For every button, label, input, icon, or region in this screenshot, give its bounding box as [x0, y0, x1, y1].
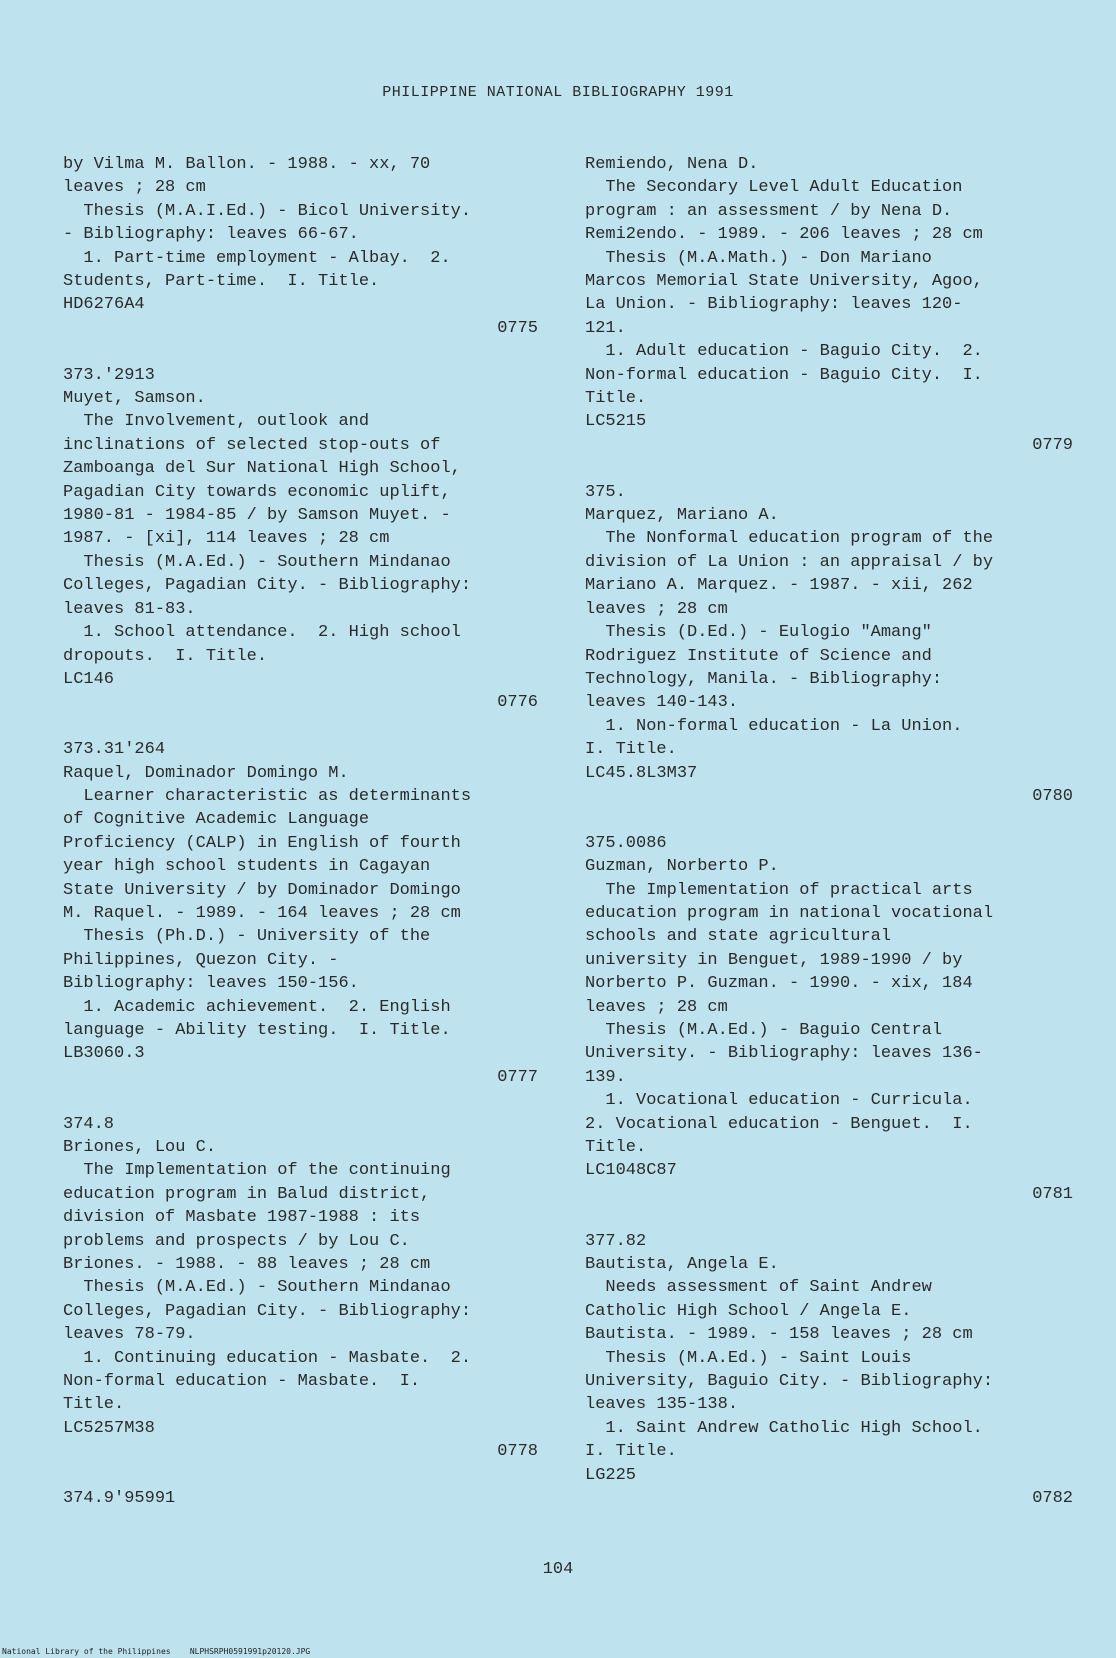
entry-line: 373.'2913 — [63, 365, 155, 385]
entry-number: 0777 — [497, 1067, 538, 1087]
entry-number: 0782 — [1032, 1489, 1073, 1509]
entry-line: language - Ability testing. I. Title. — [63, 1021, 451, 1040]
entry-line: 377.82 — [585, 1231, 647, 1251]
left-column — [63, 153, 538, 1511]
entry-line: Thesis (M.A.Ed.) - Southern Mindanao — [63, 552, 451, 572]
entry-line: Thesis (M.A.I.Ed.) - Bicol University. — [63, 201, 472, 221]
entry-line: Remi2endo. - 1989. - 206 leaves ; 28 cm — [585, 225, 983, 245]
entry-line: Colleges, Pagadian City. - Bibliography: — [63, 1301, 472, 1321]
entry-line: 1. Part-time employment - Albay. 2. — [63, 248, 451, 268]
entry-line: 1. Non-formal education - La Union. — [585, 716, 963, 736]
entry-line: 121. — [585, 318, 626, 338]
entry-line: The Implementation of the continuing — [63, 1161, 451, 1181]
entry-line: problems and prospects / by Lou C. — [63, 1231, 410, 1251]
entry-line: HD6276A4 — [63, 295, 145, 315]
entry-number: 0779 — [1032, 435, 1073, 455]
entry-line: 374.8 — [63, 1114, 115, 1134]
entry-line: inclinations of selected stop-outs of — [63, 435, 441, 455]
entry-line: Bautista, Angela E. — [585, 1255, 779, 1275]
entry-line: Students, Part-time. I. Title. — [63, 272, 380, 292]
entry-line: Thesis (M.A.Ed.) - Baguio Central — [585, 1021, 943, 1040]
right-column — [585, 153, 1073, 1534]
entry-line: by Vilma M. Ballon. - 1988. - xx, 70 — [63, 155, 431, 174]
entry-line: 139. — [585, 1067, 626, 1087]
entry-line: leaves 81-83. — [63, 599, 196, 619]
entry-line: Learner characteristic as determinants — [63, 786, 472, 806]
trailing-call-number: 374.9'95991 — [63, 1489, 176, 1509]
bibliography-entry — [63, 364, 538, 715]
entry-line: Rodriguez Institute of Science and — [585, 646, 932, 666]
entry-line: - Bibliography: leaves 66-67. — [63, 225, 359, 245]
entry-line: Mariano A. Marquez. - 1987. - xii, 262 — [585, 576, 973, 596]
entry-line: The Involvement, outlook and — [63, 412, 370, 432]
left-entries — [63, 364, 538, 1464]
bibliography-entry — [63, 1113, 538, 1464]
entry-line: Marquez, Mariano A. — [585, 506, 779, 526]
entry-line: Title. — [63, 1395, 125, 1415]
entry-number: 0776 — [497, 693, 538, 713]
entry-line: of Cognitive Academic Language — [63, 810, 370, 830]
entry-line: Raquel, Dominador Domingo M. — [63, 763, 349, 783]
entry-line: 375. — [585, 482, 626, 502]
entry-line: 1980-81 - 1984-85 / by Samson Muyet. - — [63, 506, 451, 526]
entry-line: Proficiency (CALP) in English of fourth — [63, 833, 461, 853]
entry-line: Remiendo, Nena D. — [585, 155, 759, 174]
entry-line: LC146 — [63, 669, 115, 689]
entry-line: leaves ; 28 cm — [63, 178, 206, 198]
entry-number: 0775 — [497, 318, 538, 338]
entry-line: LB3060.3 — [63, 1044, 145, 1064]
entry-line: 1987. - [xi], 114 leaves ; 28 cm — [63, 529, 390, 549]
entry-line: Technology, Manila. - Bibliography: — [585, 669, 943, 689]
entry-line: Bibliography: leaves 150-156. — [63, 974, 359, 994]
entry-line: 1. Continuing education - Masbate. 2. — [63, 1348, 472, 1368]
entry-line: 1. Adult education - Baguio City. 2. — [585, 342, 983, 362]
entry-line: Zamboanga del Sur National High School, — [63, 459, 461, 479]
footer-text: National Library of the Philippines NLPHSRPH0591991p20120.JPG — [2, 1647, 311, 1656]
entry-line: State University / by Dominador Domingo — [63, 880, 461, 900]
bibliography-entry — [585, 1230, 1073, 1511]
entry-line: Non-formal education - Baguio City. I. — [585, 365, 983, 385]
entry-line: education program in national vocational — [585, 903, 994, 923]
entry-line: Colleges, Pagadian City. - Bibliography: — [63, 576, 472, 596]
entry-line: education program in Balud district, — [63, 1184, 431, 1204]
entry-line: I. Title. — [585, 740, 677, 760]
entry-line: Briones. - 1988. - 88 leaves ; 28 cm — [63, 1255, 431, 1275]
entry-line: Pagadian City towards economic uplift, — [63, 482, 451, 502]
entry-line: university in Benguet, 1989-1990 / by — [585, 950, 963, 970]
entry-line: division of Masbate 1987-1988 : its — [63, 1208, 421, 1228]
entry-line: Thesis (M.A.Ed.) - Saint Louis — [585, 1348, 912, 1368]
entry-line: Norberto P. Guzman. - 1990. - xix, 184 — [585, 974, 973, 994]
entry-line: division of La Union : an appraisal / by — [585, 552, 994, 572]
entry-line: The Secondary Level Adult Education — [585, 178, 963, 198]
entry-line: Muyet, Samson. — [63, 389, 206, 409]
page-header: PHILIPPINE NATIONAL BIBLIOGRAPHY 1991 — [382, 84, 734, 101]
entry-line: 1. Academic achievement. 2. English — [63, 997, 451, 1017]
entry-line: program : an assessment / by Nena D. — [585, 201, 953, 221]
entry-line: Thesis (M.A.Math.) - Don Mariano — [585, 248, 932, 268]
entry-line: leaves 140-143. — [585, 693, 739, 713]
entry-line: Catholic High School / Angela E. — [585, 1301, 912, 1321]
entry-line: Briones, Lou C. — [63, 1138, 217, 1158]
page-number: 104 — [542, 1560, 574, 1579]
entry-line: leaves 78-79. — [63, 1325, 196, 1345]
entry-line: Title. — [585, 1138, 647, 1158]
entry-line: leaves 135-138. — [585, 1395, 739, 1415]
bibliography-entry — [63, 738, 538, 1089]
entry-line: Thesis (D.Ed.) - Eulogio "Amang" — [585, 623, 932, 643]
entry-line: University, Baguio City. - Bibliography: — [585, 1372, 994, 1392]
entry-line: Thesis (M.A.Ed.) - Southern Mindanao — [63, 1278, 451, 1298]
bibliography-entry — [585, 832, 1073, 1207]
entry-line: Philippines, Quezon City. - — [63, 950, 339, 970]
entry-number: 0781 — [1032, 1184, 1073, 1204]
bibliography-entry — [585, 481, 1073, 809]
entry-number: 0778 — [497, 1442, 538, 1462]
entry-line: Needs assessment of Saint Andrew — [585, 1278, 932, 1298]
entry-line: 373.31'264 — [63, 740, 166, 760]
entry-line: 375.0086 — [585, 833, 667, 853]
entry-line: dropouts. I. Title. — [63, 646, 268, 666]
entry-line: 1. School attendance. 2. High school — [63, 623, 461, 643]
bibliography-entry — [63, 153, 538, 340]
entry-line: 2. Vocational education - Benguet. I. — [585, 1114, 973, 1134]
entry-line: M. Raquel. - 1989. - 164 leaves ; 28 cm — [63, 903, 461, 923]
entry-line: 1. Vocational education - Curricula. — [585, 1091, 973, 1111]
entry-line: LC45.8L3M37 — [585, 763, 698, 783]
entry-line: The Implementation of practical arts — [585, 880, 973, 900]
right-entries — [585, 153, 1073, 1511]
entry-line: schools and state agricultural — [585, 927, 892, 947]
entry-line: LG225 — [585, 1465, 637, 1485]
entry-line: Thesis (Ph.D.) - University of the — [63, 927, 431, 947]
entry-line: 1. Saint Andrew Catholic High School. — [585, 1418, 983, 1438]
entry-line: Marcos Memorial State University, Agoo, — [585, 272, 983, 292]
entry-line: Non-formal education - Masbate. I. — [63, 1372, 421, 1392]
entry-line: year high school students in Cagayan — [63, 857, 431, 877]
entry-line: Guzman, Norberto P. — [585, 857, 779, 877]
entry-number: 0780 — [1032, 786, 1073, 806]
entry-line: leaves ; 28 cm — [585, 599, 728, 619]
entry-line: LC5257M38 — [63, 1418, 155, 1438]
entry-line: The Nonformal education program of the — [585, 529, 994, 549]
bibliography-entry — [585, 153, 1073, 457]
entry-line: University. - Bibliography: leaves 136- — [585, 1044, 983, 1064]
entry-line: leaves ; 28 cm — [585, 997, 728, 1017]
entry-line: Title. — [585, 389, 647, 409]
entry-line: LC1048C87 — [585, 1161, 677, 1181]
entry-line: LC5215 — [585, 412, 647, 432]
entry-line: La Union. - Bibliography: leaves 120- — [585, 295, 963, 315]
entry-line: I. Title. — [585, 1442, 677, 1462]
entry-line: Bautista. - 1989. - 158 leaves ; 28 cm — [585, 1325, 973, 1345]
